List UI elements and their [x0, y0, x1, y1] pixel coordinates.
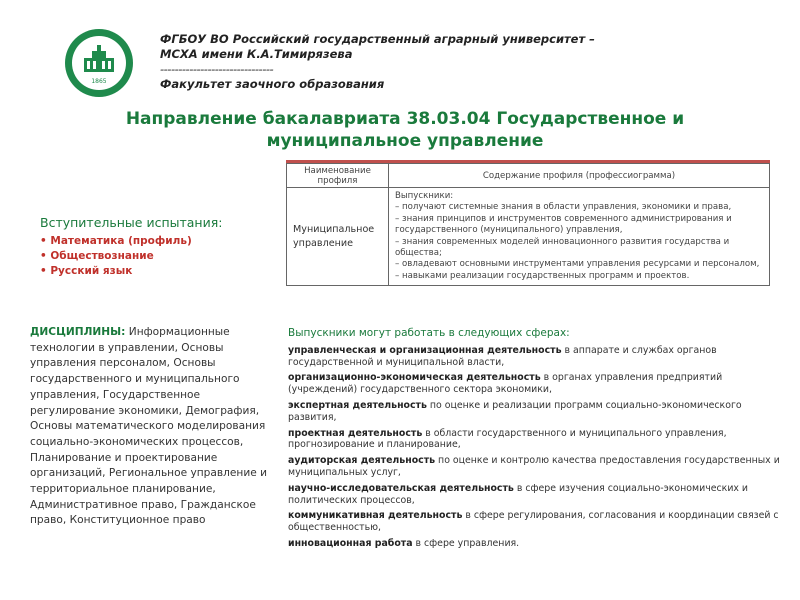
entrance-item: • Обществознание — [40, 250, 154, 262]
col-header-name: Наименование профиля — [287, 164, 389, 188]
career-area: экспертная деятельность по оценке и реализации программ социально-экономического развития, — [288, 399, 742, 423]
entrance-item: • Математика (профиль) — [40, 235, 192, 247]
career-area: управленческая и организационная деятельность в аппарате и службах органов государственной и муниципальной власти, — [288, 344, 717, 368]
profile-item: – получают системные знания в области управления, экономики и права, — [395, 202, 732, 213]
university-name-line2: МСХА имени К.А.Тимирязева — [160, 47, 353, 61]
faculty-name: Факультет заочного образования — [160, 77, 385, 91]
career-areas — [288, 328, 784, 554]
career-area: аудиторская деятельность по оценке и контролю качества предоставления государственных и муниципальных услуг, — [288, 455, 780, 478]
career-area: организационно-экономическая деятельность в органах управления предприятий (учреждений) государственного сектора экономики, — [288, 372, 723, 396]
career-heading: Выпускники могут работать в следующих сферах: — [288, 327, 570, 339]
profile-item: – навыками реализации государственных программ и проектов. — [395, 270, 690, 281]
career-area: научно-исследовательская деятельность в сфере изучения социально-экономических и политических процессов, — [288, 482, 749, 506]
university-name-line1: ФГБОУ ВО Российский государственный аграрный университет – — [160, 32, 595, 46]
university-header — [160, 32, 680, 92]
disciplines-label: ДИСЦИПЛИНЫ: — [30, 326, 126, 338]
profile-item: – знания принципов и инструментов современного администрирования и государственного (муниципального) управления, — [395, 213, 732, 236]
profile-item: – овладевают основными инструментами управления ресурсами и персоналом, — [395, 259, 760, 270]
career-area: инновационная работа в сфере управления. — [288, 537, 520, 549]
profile-content: Выпускники: – получают системные знания в области управления, экономики и права, – знания принципов и инструментов современного администрирования и государственного (муниципального) управления, – знания современных моделей инновационного развития государства и общества; – овладевают основными инструментами управления ресурсами и персоналом, – навыками реализации государственных программ и проектов. — [389, 188, 770, 286]
profile-item: – знания современных моделей инновационного развития государства и общества; — [395, 236, 730, 259]
page-title: Направление бакалавриата 38.03.04 Государственное и муниципальное управление — [125, 109, 685, 151]
col-header-content: Содержание профиля (профессиограмма) — [389, 164, 770, 188]
career-area: проектная деятельность в области государственного и муниципального управления, прогнозирование и планирование, — [288, 427, 727, 451]
entrance-heading: Вступительные испытания: — [40, 215, 223, 230]
profile-name: Муниципальное управление — [287, 188, 389, 286]
logo-year: 1865 — [91, 78, 107, 85]
entrance-exams — [40, 215, 280, 279]
university-logo — [64, 28, 134, 98]
profile-table — [286, 163, 770, 286]
header-separator: ------------------------------- — [160, 62, 274, 76]
career-area: коммуникативная деятельность в сфере регулирования, согласования и координации связей с общественностью, — [288, 510, 779, 534]
disciplines-block — [30, 325, 282, 529]
entrance-item: • Русский язык — [40, 265, 133, 277]
disciplines-text: Информационные технологии в управлении, Основы управления персоналом, Основы государственного и муниципального управления, Государственное регулирование экономики, Демография, Основы математического моделирования социально-экономических процессов, Планирование и проектирование организаций, Региональное управление и территориальное планирование, Административное право, Гражданское право, Конституционное право — [30, 326, 268, 527]
